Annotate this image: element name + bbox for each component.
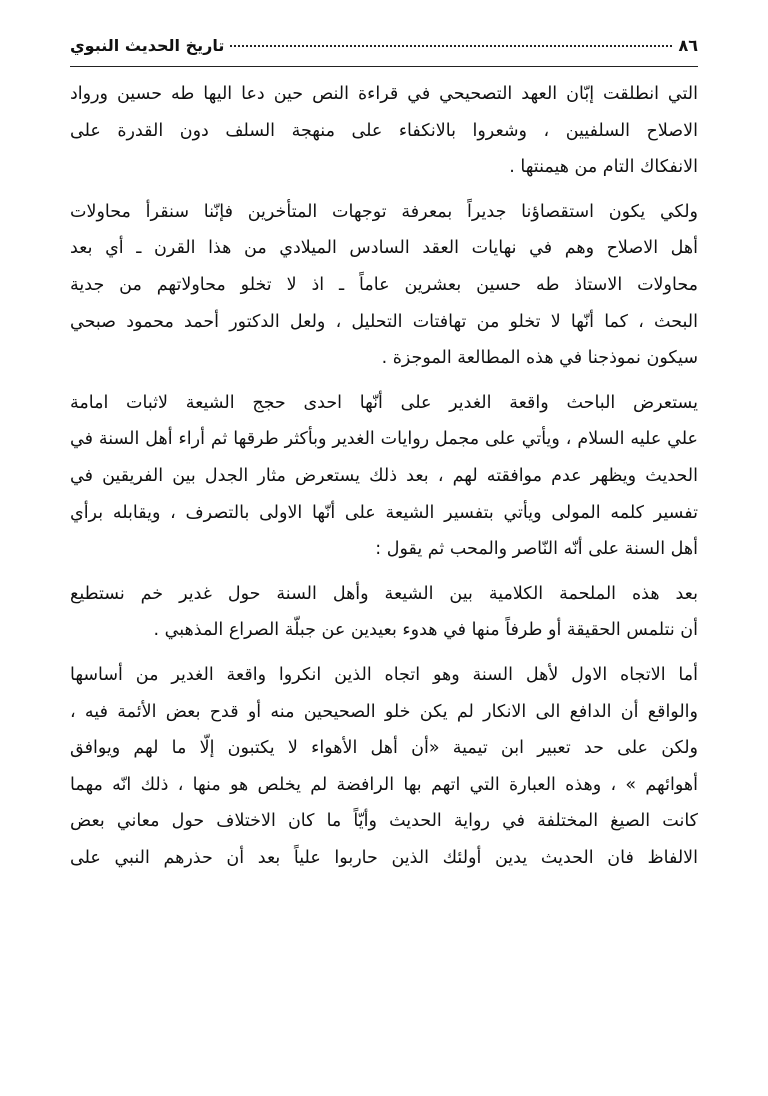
header-rule: [70, 66, 698, 67]
text-line: سيكون نموذجنا في هذه المطالعة الموجزة .: [381, 348, 698, 369]
text-line: أن نتلمس الحقيقة أو طرفاً منها في هدوء بعيدين عن جبلّة الصراع المذهبي .: [153, 620, 698, 641]
text-line: أهوائهم » ، وهذه العبارة التي اتهم بها الرافضة لم يخلص هو منها ، ذلك انّه مهما: [70, 774, 698, 795]
paragraph-2: [70, 194, 698, 377]
paragraph-3: [70, 385, 698, 568]
text-line: أهل الاصلاح وهم في نهايات العقد السادس الميلادي من هذا القرن ـ أي بعد: [70, 238, 698, 259]
text-line: أهل السنة على أنّه النّاصر والمحب ثم يقول :: [375, 539, 698, 560]
text-line: التي انطلقت إبّان العهد التصحيحي في قراءة النص حين دعا اليها طه حسين ورواد: [70, 84, 698, 104]
dotted-leader: [230, 45, 672, 47]
text-line: ولكي يكون استقصاؤنا جديراً بمعرفة توجهات المتأخرين فإنّنا سنقرأ محاولات: [70, 201, 698, 222]
paragraph-5: [70, 657, 698, 877]
text-line: البحث ، كما أنّها لا تخلو من تهافتات التحليل ، ولعل الدكتور أحمد محمود صبحي: [70, 311, 698, 332]
text-line: علي عليه السلام ، ويأتي على مجمل روايات الغدير وبأكثر طرقها ثم أراء أهل السنة في: [70, 429, 698, 450]
page-number: ٨٦: [678, 36, 698, 55]
running-title: تاريخ الحديث النبوي: [70, 36, 225, 55]
text-line: تفسير كلمه المولى ويأتي بتفسير الشيعة على أنّها الاولى بالتصرف ، ويقابله برأي: [70, 502, 698, 523]
text-line: محاولات الاستاذ طه حسين بعشرين عاماً ـ اذ لا تخلو محاولاتهم من جدية: [70, 274, 698, 295]
body-text: [70, 76, 698, 884]
text-line: الالفاظ فان الحديث يدين أولئك الذين حاربوا علياً بعد أن حذرهم النبي على: [70, 847, 698, 868]
text-line: الاصلاح السلفيين ، وشعروا بالانكفاء على منهجة السلف دون القدرة على: [70, 120, 698, 141]
text-line: الحديث ويظهر عدم موافقته لهم ، بعد ذلك يستعرض مثار الجدل بين الفريقين في: [70, 465, 698, 486]
text-line: بعد هذه الملحمة الكلامية بين الشيعة وأهل السنة حول غدير خم نستطيع: [70, 583, 698, 604]
text-line: ولكن على حد تعبير ابن تيمية «أن أهل الأهواء لا يكتبون إلّا ما لهم ويوافق: [70, 738, 698, 759]
text-line: كانت الصيغ المختلفة في رواية الحديث وأيّاً ما كان الاختلاف حول معاني بعض: [70, 811, 698, 832]
text-line: والواقع أن الدافع الى الانكار لم يكن خلو الصحيحين منه أو قدح بعض الأئمة فيه ،: [70, 701, 698, 722]
paragraph-4: [70, 576, 698, 649]
text-line: أما الاتجاه الاول لأهل السنة وهو اتجاه الذين انكروا واقعة الغدير من أساسها: [70, 664, 698, 685]
text-line: يستعرض الباحث واقعة الغدير على أنّها احدى حجج الشيعة لاثبات امامة: [70, 392, 698, 413]
paragraph-1: [70, 76, 698, 186]
running-header: [70, 36, 698, 62]
text-line: الانفكاك التام من هيمنتها .: [509, 157, 698, 178]
